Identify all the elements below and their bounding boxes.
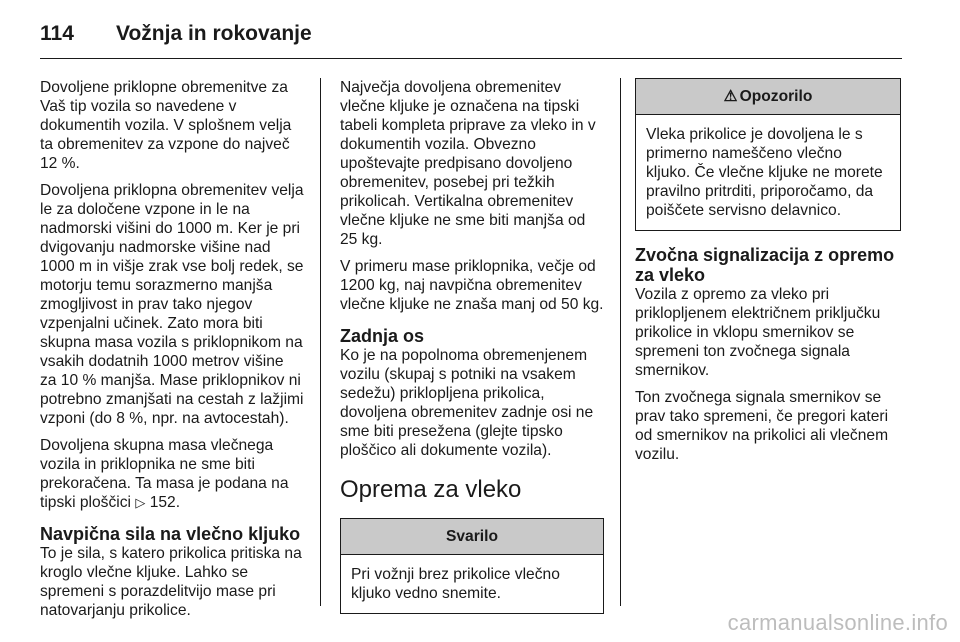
- caution-box: [340, 518, 604, 614]
- section-heading: Zadnja os: [340, 326, 425, 346]
- column-middle: [340, 78, 604, 614]
- paragraph: V primeru mase priklopnika, večje od 1200 kg, naj navpična obremenitev vlečne kljuke ne znaša manj od 50 kg.: [340, 258, 604, 313]
- header-rule: [40, 58, 902, 59]
- warning-triangle-icon: ⚠: [723, 88, 738, 105]
- caution-box-title: Svarilo: [341, 519, 603, 555]
- caution-box-text: Pri vožnji brez prikolice vlečno kljuko vedno snemite.: [351, 566, 560, 602]
- warning-box-title: [636, 79, 900, 115]
- paragraph: Ton zvočnega signala smernikov se prav tako spremeni, če pregori kateri od smernikov na prikolici ali vlečnem vozilu.: [635, 389, 889, 463]
- paragraph: Dovoljene priklopne obremenitve za Vaš tip vozila so navedene v dokumentih vozila. V splošnem velja ta obremenitev za vzpone do največ 12 %.: [40, 79, 292, 172]
- paragraph: Vozila z opremo za vleko pri priklopljenem električnem priključku prikolice in vklopu smernikov se spremeni ton zvočnega signala smernikov.: [635, 286, 881, 379]
- paragraph: To je sila, s katero prikolica pritiska na kroglo vlečne kljuke. Lahko se spremeni s porazdelitvijo mase pri natovarjanju prikolice.: [40, 545, 302, 619]
- paragraph: Največja dovoljena obremenitev vlečne kljuke je označena na tipski tabeli kompleta priprave za vleko in v dokumentih vozila. Obvezno upoštevajte predpisano dovoljeno obremenitev, posebej pri težkih prikolicah. Vertikalna obremenitev vlečne kljuke ne sme biti manjša od 25 kg.: [340, 79, 596, 248]
- column-divider: [320, 78, 321, 606]
- page-reference[interactable]: 152.: [149, 494, 181, 511]
- paragraph: [40, 436, 304, 512]
- warning-box-text: Vleka prikolice je dovoljena le s primerno nameščeno vlečno kljuko. Če vlečne kljuke ne morete pravilno pritrditi, priporočamo, da poiščete servisno delavnico.: [646, 126, 883, 219]
- watermark: carmanualsonline.info: [727, 610, 948, 635]
- page-reference-arrow-icon: ▷: [135, 495, 146, 510]
- paragraph-text: Dovoljena skupna masa vlečnega vozila in priklopnika ne sme biti prekoračena. Ta masa je podana na tipski ploščici: [40, 437, 289, 511]
- warning-box: [635, 78, 901, 231]
- page-number: 114: [40, 22, 74, 45]
- paragraph: Dovoljena priklopna obremenitev velja le za določene vzpone in le na nadmorski višini do 1000 m. Ker je pri dvigovanju nadmorske višine nad 1000 m in višje zrak vse bolj redek, se motorju temu sorazmerno manjša zmogljivost in prav tako njegov vzpenjalni učinek. Zato mora biti skupna masa vozila s priklopnikom na vsakih dodatnih 1000 metrov višine za 10 % manjša. Mase priklopnikov ni potrebno zmanjšati na cestah z lažjimi vzponi (do 8 %, npr. na avtocestah).: [40, 182, 304, 427]
- column-right: [635, 78, 901, 472]
- section-heading: Navpična sila na vlečno kljuko: [40, 524, 301, 544]
- column-divider: [620, 78, 621, 606]
- page-header: [40, 14, 312, 54]
- page-title: Vožnja in rokovanje: [116, 22, 312, 45]
- column-left: [40, 78, 304, 628]
- warning-title-text: Opozorilo: [739, 88, 813, 105]
- paragraph: Ko je na popolnoma obremenjenem vozilu (skupaj s potniki na vsakem sedežu) priklopljena prikolica, dovoljena obremenitev zadnje osi ne sme biti presežena (glejte tipsko ploščico ali dokumente vozila).: [340, 347, 594, 459]
- chapter-heading: Oprema za vleko: [340, 476, 522, 503]
- section-heading: Zvočna signalizacija z opremo za vleko: [635, 245, 895, 285]
